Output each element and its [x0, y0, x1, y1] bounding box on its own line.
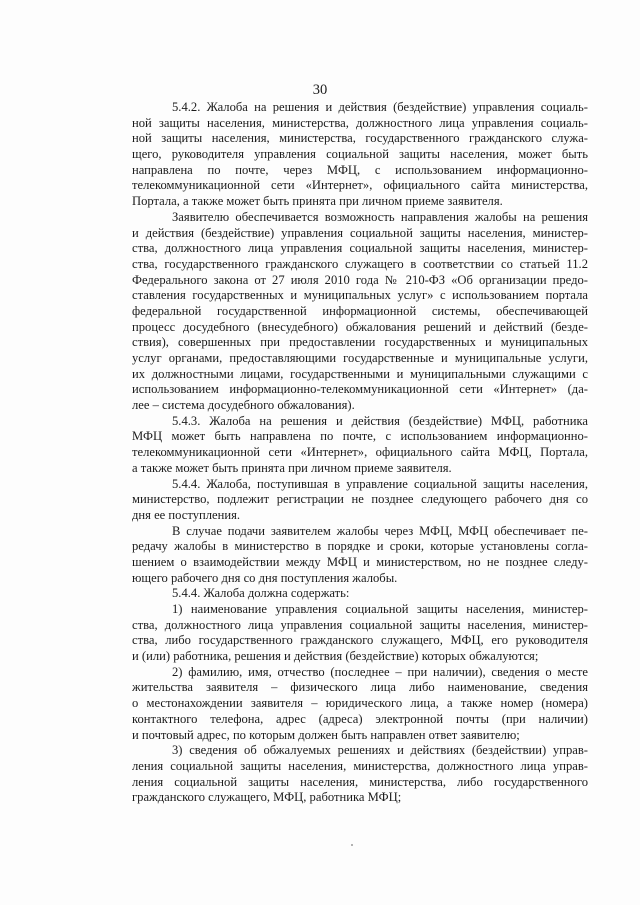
text-line: 1) наименование управления социальной защиты населения, министер-: [172, 602, 588, 616]
text-line: телекоммуникационной сети «Интернет», официального сайта министерства,: [132, 178, 588, 193]
text-line: ства, государственного гражданского служащего в соответствии со статьей 11.2: [132, 256, 588, 271]
text-line: дня ее поступления.: [132, 507, 241, 522]
text-line: ства, должностного лица управления социальной защиты населения, министер-: [132, 241, 588, 256]
text-line: МФЦ может быть направлена по почте, с использованием информационно-: [132, 429, 588, 444]
text-line: 5.4.3. Жалоба на решения и действия (бездействие) МФЦ, работника: [172, 413, 588, 428]
text-line: жительства заявителя – физического лица либо наименование, сведения: [132, 680, 588, 695]
text-line: 3) сведения об обжалуемых решениях и действиях (бездействии) управ-: [172, 743, 588, 758]
text-line: Заявителю обеспечивается возможность направления жалобы на решения: [172, 209, 588, 224]
text-line: 5.4.2. Жалоба на решения и действия (бездействие) управления социаль-: [172, 100, 588, 114]
text-line: Портала, а также может быть принята при личном приеме заявителя.: [132, 194, 503, 209]
text-line: 5.4.4. Жалоба, поступившая в управление социальной защиты населения,: [172, 476, 588, 491]
text-line: ствия), совершенных при предоставлении государственных и муниципальных: [132, 335, 588, 350]
scan-speck: [351, 844, 353, 846]
text-line: контактного телефона, адрес (адреса) электронной почты (при наличии): [132, 711, 588, 726]
text-line: Федерального закона от 27 июля 2010 года № 210-ФЗ «Об организации предо-: [132, 272, 588, 287]
text-line: о местонахождении заявителя – юридического лица, а также номер (номера): [132, 696, 588, 711]
text-line: ления социальной защиты населения, министерства, должностного лица управ-: [132, 758, 588, 773]
text-line: телекоммуникационной сети «Интернет», официального сайта МФЦ, Портала,: [132, 445, 588, 460]
text-line: федеральной государственной информационной системы, обеспечивающей: [132, 303, 588, 318]
text-line: редачу жалобы в министерство в порядке и сроки, которые установлены согла-: [132, 539, 588, 554]
text-line: щего, руководителя управления социальной защиты населения, может быть: [132, 147, 588, 162]
text-line: гражданского служащего, МФЦ, работника МФЦ;: [132, 790, 402, 805]
text-line: лее – система досудебного обжалования).: [132, 398, 355, 413]
text-line: 2) фамилию, имя, отчество (последнее – при наличии), сведения о месте: [172, 664, 588, 679]
text-line: ства, должностного лица управления социальной защиты населения, министер-: [132, 617, 588, 632]
text-line: и действия (бездействие) управления социальной защиты населения, министер-: [132, 225, 588, 240]
text-line: услуг органами, предоставляющими государственные и муниципальные услуги,: [132, 351, 588, 365]
text-line: их должностными лицами, государственными и муниципальными служащими с: [132, 366, 588, 381]
text-line: В случае подачи заявителем жалобы через МФЦ, МФЦ обеспечивает пе-: [172, 523, 588, 538]
text-line: ной защиты населения, министерства, должностного лица управления социаль-: [132, 115, 588, 130]
text-line: ства, либо государственного гражданского служащего, МФЦ, его руководителя: [132, 633, 588, 648]
document-body: [132, 100, 588, 806]
text-line: использованием информационно-телекоммуникационной сети «Интернет» (да-: [132, 382, 588, 397]
text-line: ющего рабочего дня со дня поступления жалобы.: [132, 570, 398, 585]
page-number: 30: [312, 82, 328, 98]
text-line: и (или) работника, решения и действия (бездействие) которых обжалуются;: [132, 649, 539, 664]
text-line: шением о взаимодействии между МФЦ и министерством, но не позднее следу-: [132, 554, 588, 569]
text-line: процесс досудебного (внесудебного) обжалования решений и действий (безде-: [132, 319, 588, 334]
text-line: ления социальной защиты населения, министерства, либо государственного: [132, 774, 588, 789]
text-line: а также может быть принята при личном приеме заявителя.: [132, 460, 452, 475]
text-line: направлена по почте, через МФЦ, с использованием информационно-: [132, 162, 588, 177]
text-line: министерство, подлежит регистрации не позднее следующего рабочего дня со: [132, 492, 588, 507]
text-line: 5.4.4. Жалоба должна содержать:: [172, 586, 350, 601]
text-line: ной защиты населения, министерства, государственного гражданского служа-: [132, 131, 588, 146]
text-line: ставления государственных и муниципальных услуг» с использованием портала: [132, 288, 588, 303]
text-line: и почтовый адрес, по которым должен быть направлен ответ заявителю;: [132, 727, 520, 742]
